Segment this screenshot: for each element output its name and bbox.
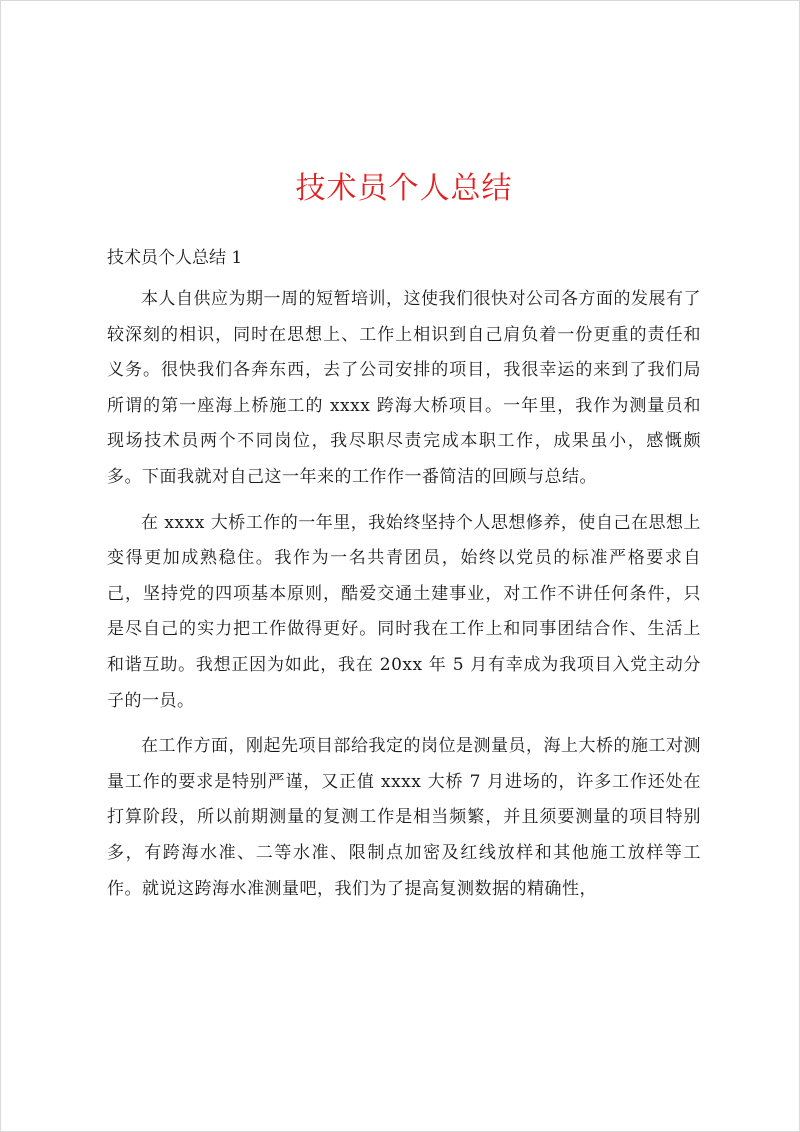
paragraph-1: 本人自供应为期一周的短暂培训，这使我们很快对公司各方面的发展有了较深刻的相识，同时在思想上、工作上相识到自己肩负着一份更重的责任和义务。很快我们各奔东西，去了公司安排的项目，我很幸运的来到了我们局所谓的第一座海上桥施工的 xxxx 跨海大桥项目。一年里，我作为测量员和现场技术员两个不同岗位，我尽职尽责完成本职工作，成果虽小，感慨颇多。下面我就对自己这一年来的工作作一番简洁的回顾与总结。 xyxy=(107,289,701,487)
paragraph-3: 在工作方面，刚起先项目部给我定的岗位是测量员，海上大桥的施工对测量工作的要求是特别严谨，又正值 xxxx 大桥 7 月进场的，许多工作还处在打算阶段，所以前期测量的复测工作是相当频繁，并且须要测量的项目特别多，有跨海水准、二等水准、限制点加密及红线放样和其他施工放样等工作。就说这跨海水准测量吧，我们为了提高复测数据的精确性， xyxy=(107,736,701,899)
document-title: 技术员个人总结 xyxy=(295,171,513,206)
document-body xyxy=(107,282,701,917)
section-heading: 技术员个人总结 1 xyxy=(107,248,243,268)
paragraph-2: 在 xxxx 大桥工作的一年里，我始终坚持个人思想修养，使自己在思想上变得更加成熟稳住。我作为一名共青团员，始终以党员的标准严格要求自己，坚持党的四项基本原则，酷爱交通土建事业，对工作不讲任何条件，只是尽自己的实力把工作做得更好。同时我在工作上和同事团结合作、生活上和谐互助。我想正因为如此，我在 20xx 年 5 月有幸成为我项目入党主动分子的一员。 xyxy=(107,512,701,711)
